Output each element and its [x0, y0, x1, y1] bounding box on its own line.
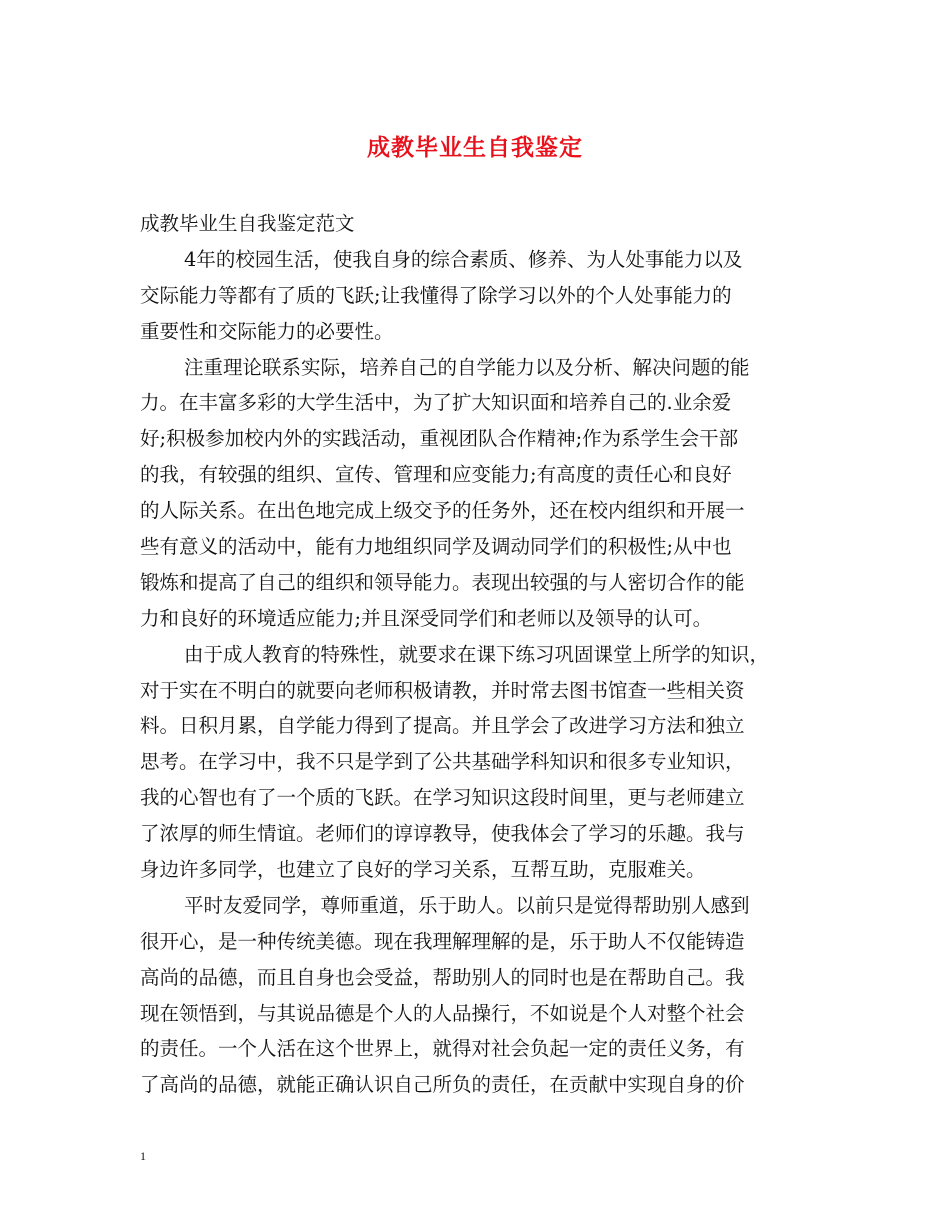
text-line: 高尚的品德，而且自身也会受益，帮助别人的同时也是在帮助自己。我 [140, 965, 745, 989]
text-line: 我的心智也有了一个质的飞跃。在学习知识这段时间里，更与老师建立 [140, 786, 745, 810]
page-title: 成教毕业生自我鉴定 [367, 134, 583, 161]
page-number: 1 [140, 1149, 146, 1163]
text-line: 力。在丰富多彩的大学生活中，为了扩大知识面和培养自己的.业余爱 [140, 391, 732, 415]
text-line: 力和良好的环境适应能力;并且深受同学们和老师以及领导的认可。 [140, 606, 713, 630]
text-line: 的人际关系。在出色地完成上级交予的任务外，还在校内组织和开展一 [140, 499, 745, 523]
text-line: 现在领悟到，与其说品德是个人的人品操行，不如说是个人对整个社会 [140, 1001, 745, 1025]
text-line: 思考。在学习中，我不只是学到了公共基础学科知识和很多专业知识， [140, 750, 745, 774]
text-line: 了高尚的品德，就能正确认识自己所负的责任，在贡献中实现自身的价 [140, 1073, 745, 1097]
text-line: 了浓厚的师生情谊。老师们的谆谆教导，使我体会了学习的乐趣。我与 [140, 822, 745, 846]
text-line: 交际能力等都有了质的飞跃;让我懂得了除学习以外的个人处事能力的 [140, 283, 732, 307]
text-line: 些有意义的活动中，能有力地组织同学及调动同学们的积极性;从中也 [140, 535, 732, 559]
text-line: 重要性和交际能力的必要性。 [140, 319, 394, 343]
text-line: 注重理论联系实际，培养自己的自学能力以及分析、解决问题的能 [184, 355, 750, 379]
text-line: 身边许多同学，也建立了良好的学习关系，互帮互助，克服难关。 [140, 858, 706, 882]
text-line: 很开心，是一种传统美德。现在我理解理解的是，乐于助人不仅能铸造 [140, 929, 745, 953]
text-line: 的责任。一个人活在这个世界上，就得对社会负起一定的责任义务，有 [140, 1037, 745, 1061]
document-body [140, 206, 812, 1103]
text-line: 由于成人教育的特殊性，就要求在课下练习巩固课堂上所学的知识， [184, 642, 770, 666]
text-line: 料。日积月累，自学能力得到了提高。并且学会了改进学习方法和独立 [140, 714, 745, 738]
text-line: 好;积极参加校内外的实践活动，重视团队合作精神;作为系学生会干部 [140, 427, 739, 451]
text-line: 平时友爱同学，尊师重道，乐于助人。以前只是觉得帮助别人感到 [184, 893, 750, 917]
text-line: 的我，有较强的组织、宣传、管理和应变能力;有高度的责任心和良好 [140, 463, 732, 487]
subtitle: 成教毕业生自我鉴定范文 [140, 212, 355, 235]
text-line: 对于实在不明白的就要向老师积极请教，并时常去图书馆查一些相关资 [140, 678, 745, 702]
text-line: 锻炼和提高了自己的组织和领导能力。表现出较强的与人密切合作的能 [140, 570, 745, 594]
text-line: 4年的校园生活，使我自身的综合素质、修养、为人处事能力以及 [184, 247, 743, 271]
